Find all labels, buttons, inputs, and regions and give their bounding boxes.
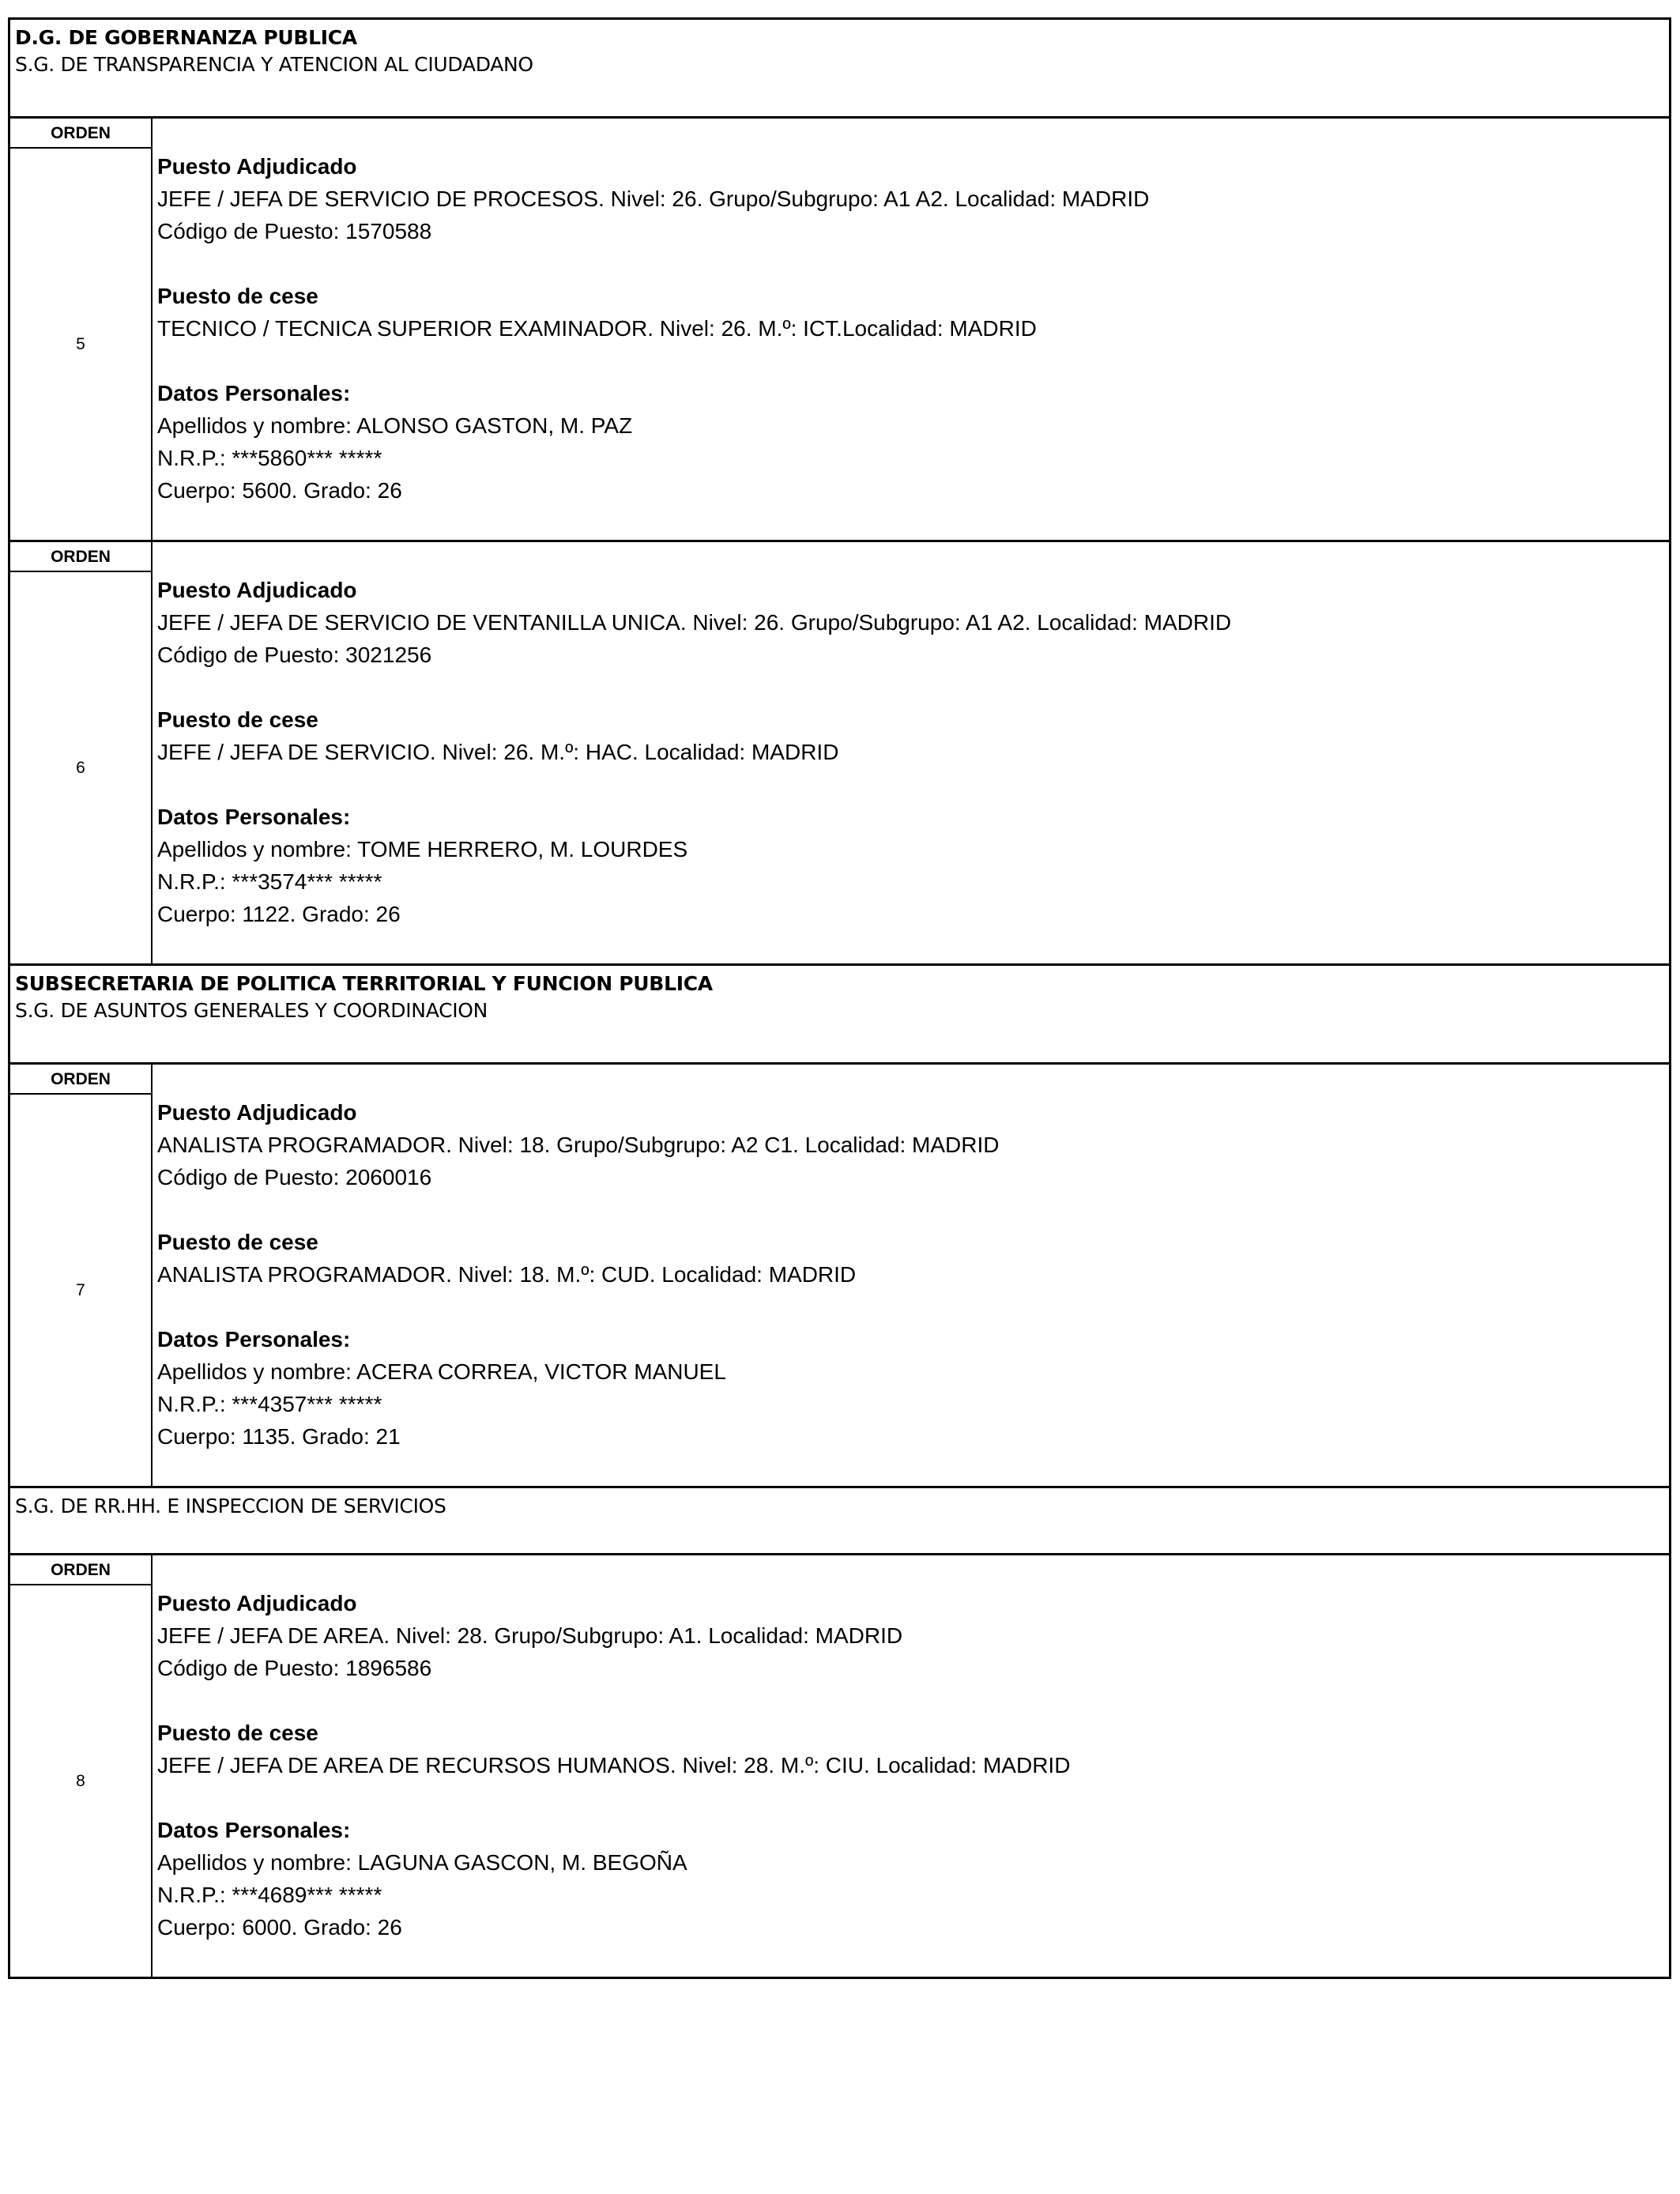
orden-number: 6 <box>76 758 85 777</box>
codigo-puesto: Código de Puesto: 3021256 <box>157 643 432 667</box>
adjudicado-heading: Puesto Adjudicado <box>157 1100 357 1125</box>
datos-heading: Datos Personales: <box>157 1327 351 1351</box>
nombre-line: Apellidos y nombre: LAGUNA GASCON, M. BEGOÑA <box>157 1850 687 1875</box>
nrp-line: N.R.P.: ***4689*** ***** <box>157 1883 382 1907</box>
cuerpo-line: Cuerpo: 1135. Grado: 21 <box>157 1424 401 1449</box>
orden-column <box>10 119 153 540</box>
cuerpo-line: Cuerpo: 5600. Grado: 26 <box>157 478 402 503</box>
section-header <box>8 17 1671 116</box>
entry-row <box>8 540 1671 963</box>
entry-details <box>153 542 1669 963</box>
adjudicado-heading: Puesto Adjudicado <box>157 1591 357 1615</box>
entry-row <box>8 116 1671 540</box>
entry-row <box>8 1553 1671 1977</box>
cese-line: JEFE / JEFA DE SERVICIO. Nivel: 26. M.º: HAC. Localidad: MADRID <box>157 740 839 764</box>
orden-number: 5 <box>76 334 85 353</box>
datos-heading: Datos Personales: <box>157 1818 351 1842</box>
adjudicado-line: JEFE / JEFA DE SERVICIO DE VENTANILLA UNICA. Nivel: 26. Grupo/Subgrupo: A1 A2. Localidad: MADRID <box>157 610 1232 635</box>
cese-heading: Puesto de cese <box>157 1721 318 1745</box>
nrp-line: N.R.P.: ***5860*** ***** <box>157 446 382 470</box>
nrp-line: N.R.P.: ***4357*** ***** <box>157 1392 382 1416</box>
entry-row <box>8 1062 1671 1486</box>
adjudicado-heading: Puesto Adjudicado <box>157 578 357 602</box>
cese-line: ANALISTA PROGRAMADOR. Nivel: 18. M.º: CUD. Localidad: MADRID <box>157 1262 857 1287</box>
nrp-line: N.R.P.: ***3574*** ***** <box>157 869 382 894</box>
orden-number: 7 <box>76 1280 85 1299</box>
cese-line: JEFE / JEFA DE AREA DE RECURSOS HUMANOS. Nivel: 28. M.º: CIU. Localidad: MADRID <box>157 1753 1071 1777</box>
cuerpo-line: Cuerpo: 1122. Grado: 26 <box>157 902 401 926</box>
orden-label: ORDEN <box>10 119 151 149</box>
subdirectorate-title: S.G. DE ASUNTOS GENERALES Y COORDINACION <box>15 999 488 1022</box>
codigo-puesto: Código de Puesto: 2060016 <box>157 1165 432 1189</box>
entry-details <box>153 1555 1669 1977</box>
cese-heading: Puesto de cese <box>157 284 318 308</box>
datos-heading: Datos Personales: <box>157 805 351 829</box>
document-table <box>8 17 1671 1979</box>
section-header <box>8 963 1671 1062</box>
subdirectorate-title: S.G. DE RR.HH. E INSPECCION DE SERVICIOS <box>15 1495 446 1517</box>
orden-label: ORDEN <box>10 1555 151 1585</box>
codigo-puesto: Código de Puesto: 1570588 <box>157 219 432 243</box>
orden-column <box>10 1065 153 1486</box>
adjudicado-line: JEFE / JEFA DE AREA. Nivel: 28. Grupo/Subgrupo: A1. Localidad: MADRID <box>157 1623 903 1648</box>
cese-heading: Puesto de cese <box>157 707 318 732</box>
datos-heading: Datos Personales: <box>157 381 351 405</box>
orden-column <box>10 542 153 963</box>
nombre-line: Apellidos y nombre: ALONSO GASTON, M. PAZ <box>157 413 633 438</box>
section-header <box>8 1486 1671 1553</box>
cuerpo-line: Cuerpo: 6000. Grado: 26 <box>157 1915 402 1940</box>
cese-line: TECNICO / TECNICA SUPERIOR EXAMINADOR. Nivel: 26. M.º: ICT.Localidad: MADRID <box>157 316 1037 341</box>
codigo-puesto: Código de Puesto: 1896586 <box>157 1656 432 1680</box>
nombre-line: Apellidos y nombre: TOME HERRERO, M. LOURDES <box>157 837 688 861</box>
cese-heading: Puesto de cese <box>157 1230 318 1254</box>
subdirectorate-title: S.G. DE TRANSPARENCIA Y ATENCION AL CIUDADANO <box>15 53 533 76</box>
adjudicado-line: JEFE / JEFA DE SERVICIO DE PROCESOS. Nivel: 26. Grupo/Subgrupo: A1 A2. Localidad: MADRID <box>157 187 1150 211</box>
orden-number: 8 <box>76 1771 85 1790</box>
table-bottom-border <box>8 1977 1671 1979</box>
orden-label: ORDEN <box>10 542 151 572</box>
department-title: SUBSECRETARIA DE POLITICA TERRITORIAL Y FUNCION PUBLICA <box>15 972 713 995</box>
department-title: D.G. DE GOBERNANZA PUBLICA <box>15 26 357 49</box>
entry-details <box>153 1065 1669 1486</box>
orden-column <box>10 1555 153 1977</box>
nombre-line: Apellidos y nombre: ACERA CORREA, VICTOR MANUEL <box>157 1359 726 1384</box>
adjudicado-line: ANALISTA PROGRAMADOR. Nivel: 18. Grupo/Subgrupo: A2 C1. Localidad: MADRID <box>157 1133 1000 1157</box>
entry-details <box>153 119 1669 540</box>
orden-label: ORDEN <box>10 1065 151 1095</box>
adjudicado-heading: Puesto Adjudicado <box>157 154 357 179</box>
